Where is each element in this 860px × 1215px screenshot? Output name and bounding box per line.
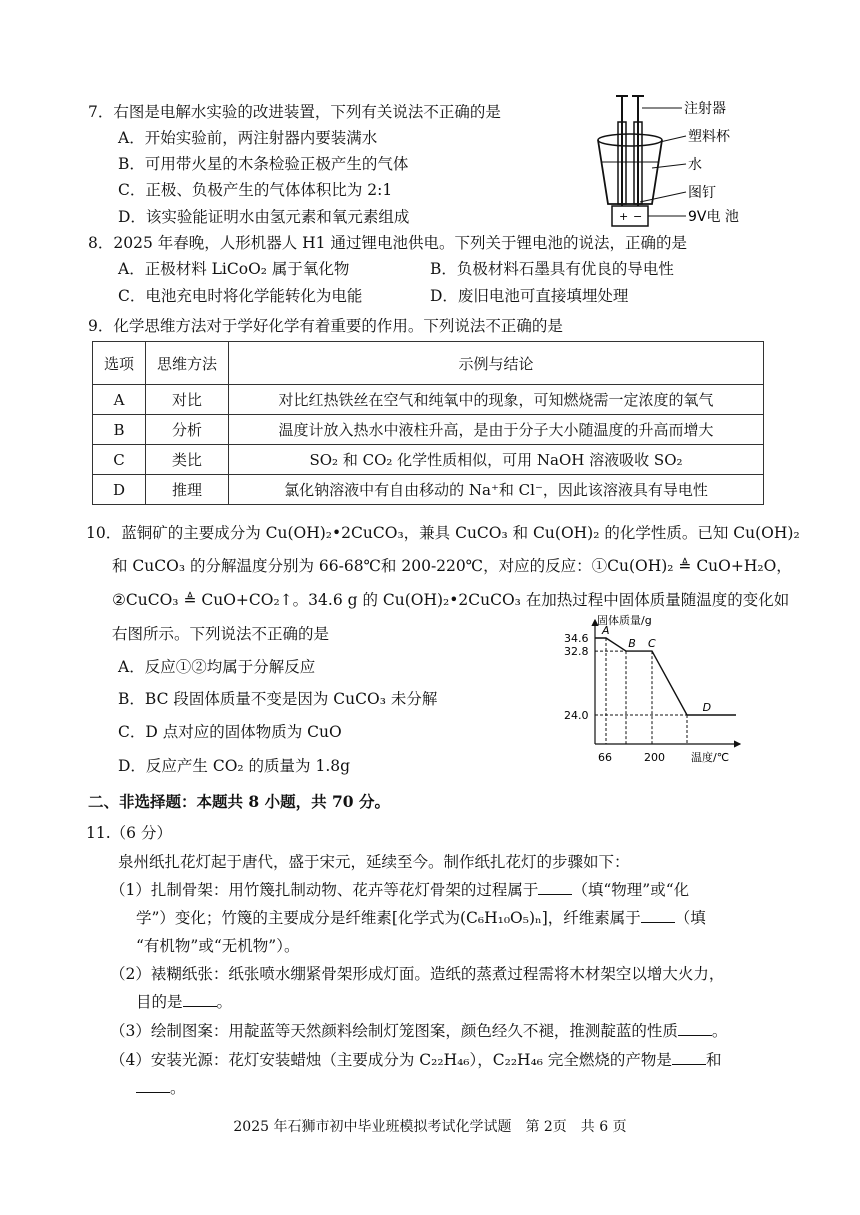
q11-part-2-line-2 bbox=[136, 990, 232, 1012]
q11-part-3-end: 。 bbox=[711, 1022, 728, 1040]
table-cell: 分析 bbox=[146, 415, 229, 445]
x-tick-label: 66 bbox=[598, 751, 612, 764]
table-cell: C bbox=[93, 445, 146, 475]
y-axis-label: 固体质量/g bbox=[597, 614, 652, 627]
table-cell: 对比红热铁丝在空气和纯氧中的现象，可知燃烧需一定浓度的氧气 bbox=[229, 385, 764, 415]
syringe-label: 注射器 bbox=[684, 101, 726, 117]
q9-stem: 9．化学思维方法对于学好化学有着重要的作用。下列说法不正确的是 bbox=[88, 317, 563, 335]
table-cell: 对比 bbox=[146, 385, 229, 415]
answer-blank[interactable] bbox=[672, 1050, 706, 1065]
q11-part-1-line-1 bbox=[110, 878, 689, 900]
point-label: B bbox=[628, 637, 636, 651]
table-cell: SO₂ 和 CO₂ 化学性质相似，可用 NaOH 溶液吸收 SO₂ bbox=[229, 445, 764, 475]
point-label: A bbox=[602, 624, 610, 637]
water-label: 水 bbox=[688, 157, 702, 173]
table-cell: 温度计放入热水中液柱升高，是由于分子大小随温度的升高而增大 bbox=[229, 415, 764, 445]
x-tick-label: 200 bbox=[644, 751, 665, 764]
q11-part-1-text: （1）扎制骨架：用竹篾扎制动物、花卉等花灯骨架的过程属于 bbox=[110, 881, 539, 899]
q11-part-2-text: 目的是 bbox=[136, 993, 183, 1011]
q7-option-a: A．开始实验前，两注射器内要装满水 bbox=[118, 129, 378, 147]
q11-part-4-line-1 bbox=[110, 1048, 721, 1070]
answer-blank[interactable] bbox=[183, 992, 217, 1007]
q10-line-4: 右图所示。下列说法不正确的是 bbox=[112, 625, 330, 643]
table-row bbox=[93, 415, 764, 445]
electrolysis-apparatus-figure bbox=[590, 94, 790, 230]
y-tick-label: 32.8 bbox=[564, 645, 589, 659]
q11-part-4-text: （4）安装光源：花灯安装蜡烛（主要成分为 C₂₂H₄₆），C₂₂H₄₆ 完全燃烧的产物是 bbox=[110, 1051, 672, 1069]
pushpin-label: 图钉 bbox=[688, 185, 716, 201]
answer-blank[interactable] bbox=[641, 908, 675, 923]
q10-option-a: A．反应①②均属于分解反应 bbox=[118, 658, 316, 676]
battery-minus-sign: − bbox=[633, 210, 643, 223]
q8-stem: 8．2025 年春晚，人形机器人 H1 通过锂电池供电。下列关于锂电池的说法，正确的是 bbox=[88, 234, 687, 252]
table-cell: 推理 bbox=[146, 475, 229, 505]
table-cell: D bbox=[93, 475, 146, 505]
q11-intro: 泉州纸扎花灯起于唐代，盛于宋元，延续至今。制作纸扎花灯的步骤如下： bbox=[118, 853, 630, 871]
y-tick-label: 34.6 bbox=[564, 632, 589, 645]
q8-option-d: D．废旧电池可直接填埋处理 bbox=[430, 287, 629, 305]
q11-part-2-line-1: （2）裱糊纸张：纸张喷水绷紧骨架形成灯面。造纸的蒸煮过程需将木材架空以增大火力， bbox=[110, 965, 725, 983]
q11-part-2-end: 。 bbox=[216, 993, 233, 1011]
q11-part-1-hint: （填“物理”或“化 bbox=[572, 881, 690, 899]
q7-option-c: C．正极、负极产生的气体体积比为 2:1 bbox=[118, 181, 393, 199]
q11-part-3 bbox=[110, 1019, 727, 1041]
table-cell: 氯化钠溶液中有自由移动的 Na⁺和 Cl⁻，因此该溶液具有导电性 bbox=[229, 475, 764, 505]
page-footer: 2025 年石狮市初中毕业班模拟考试化学试题 第 2页 共 6 页 bbox=[233, 1119, 627, 1135]
q10-line-1: 10．蓝铜矿的主要成分为 Cu(OH)₂•2CuCO₃，兼具 CuCO₃ 和 Cu(OH)₂ 的化学性质。已知 Cu(OH)₂ bbox=[86, 524, 800, 542]
table-row bbox=[93, 385, 764, 415]
table-cell: A bbox=[93, 385, 146, 415]
q11-part-3-text: （3）绘制图案：用靛蓝等天然颜料绘制灯笼图案，颜色经久不褪，推测靛蓝的性质 bbox=[110, 1022, 678, 1040]
plastic-cup-label: 塑料杯 bbox=[688, 129, 730, 145]
table-cell: B bbox=[93, 415, 146, 445]
q10-line-2: 和 CuCO₃ 的分解温度分别为 66-68℃和 200-220℃，对应的反应：①Cu(OH)₂ ≜ CuO+H₂O， bbox=[112, 557, 792, 575]
point-label: C bbox=[648, 637, 656, 651]
q7-stem: 7．右图是电解水实验的改进装置，下列有关说法不正确的是 bbox=[88, 103, 501, 121]
y-tick-label: 24.0 bbox=[564, 708, 589, 722]
q8-option-c: C．电池充电时将化学能转化为电能 bbox=[118, 287, 363, 305]
q10-line-3: ②CuCO₃ ≜ CuO+CO₂↑。34.6 g 的 Cu(OH)₂•2CuCO₃ 在加热过程中固体质量随温度的变化如 bbox=[112, 591, 790, 609]
q11-part-1-line-2 bbox=[136, 906, 706, 928]
table-header-row bbox=[93, 342, 764, 385]
q11-part-4-end: 。 bbox=[170, 1079, 186, 1097]
battery-plus-sign: + bbox=[619, 210, 629, 223]
table-header-option: 选项 bbox=[93, 342, 146, 385]
q10-option-d: D．反应产生 CO₂ 的质量为 1.8g bbox=[118, 757, 351, 775]
q7-option-d: D．该实验能证明水由氢元素和氧元素组成 bbox=[118, 208, 410, 226]
battery-label: 9V电 池 bbox=[688, 209, 739, 225]
table-cell: 类比 bbox=[146, 445, 229, 475]
q11-part-4-line-2 bbox=[136, 1076, 186, 1098]
q9-table bbox=[92, 341, 764, 505]
mass-temperature-chart bbox=[540, 614, 760, 770]
table-row bbox=[93, 475, 764, 505]
q11-part-4-and: 和 bbox=[705, 1051, 722, 1069]
q10-option-c: C．D 点对应的固体物质为 CuO bbox=[118, 723, 342, 741]
q10-option-b: B．BC 段固体质量不变是因为 CuCO₃ 未分解 bbox=[118, 690, 438, 708]
table-header-method: 思维方法 bbox=[146, 342, 229, 385]
q11-part-1-hint-2: （填 bbox=[674, 909, 706, 927]
q11-head: 11.（6 分） bbox=[86, 824, 172, 842]
q11-part-1-text-2: 学”）变化；竹篾的主要成分是纤维素[化学式为(C₆H₁₀O₅)ₙ]，纤维素属于 bbox=[136, 909, 641, 927]
x-axis-label: 温度/℃ bbox=[691, 751, 730, 764]
table-header-example: 示例与结论 bbox=[229, 342, 764, 385]
answer-blank[interactable] bbox=[538, 880, 572, 895]
q8-option-b: B．负极材料石墨具有优良的导电性 bbox=[430, 260, 674, 278]
q8-option-a: A．正极材料 LiCoO₂ 属于氧化物 bbox=[118, 260, 350, 278]
answer-blank[interactable] bbox=[136, 1078, 170, 1093]
point-label: D bbox=[702, 700, 712, 714]
q11-part-1-line-3: “有机物”或“无机物”）。 bbox=[136, 937, 300, 955]
section-2-title: 二、非选择题：本题共 8 小题，共 70 分。 bbox=[88, 792, 390, 811]
answer-blank[interactable] bbox=[678, 1021, 712, 1036]
mass-curve bbox=[595, 638, 736, 715]
table-row bbox=[93, 445, 764, 475]
q7-option-b: B．可用带火星的木条检验正极产生的气体 bbox=[118, 155, 409, 173]
